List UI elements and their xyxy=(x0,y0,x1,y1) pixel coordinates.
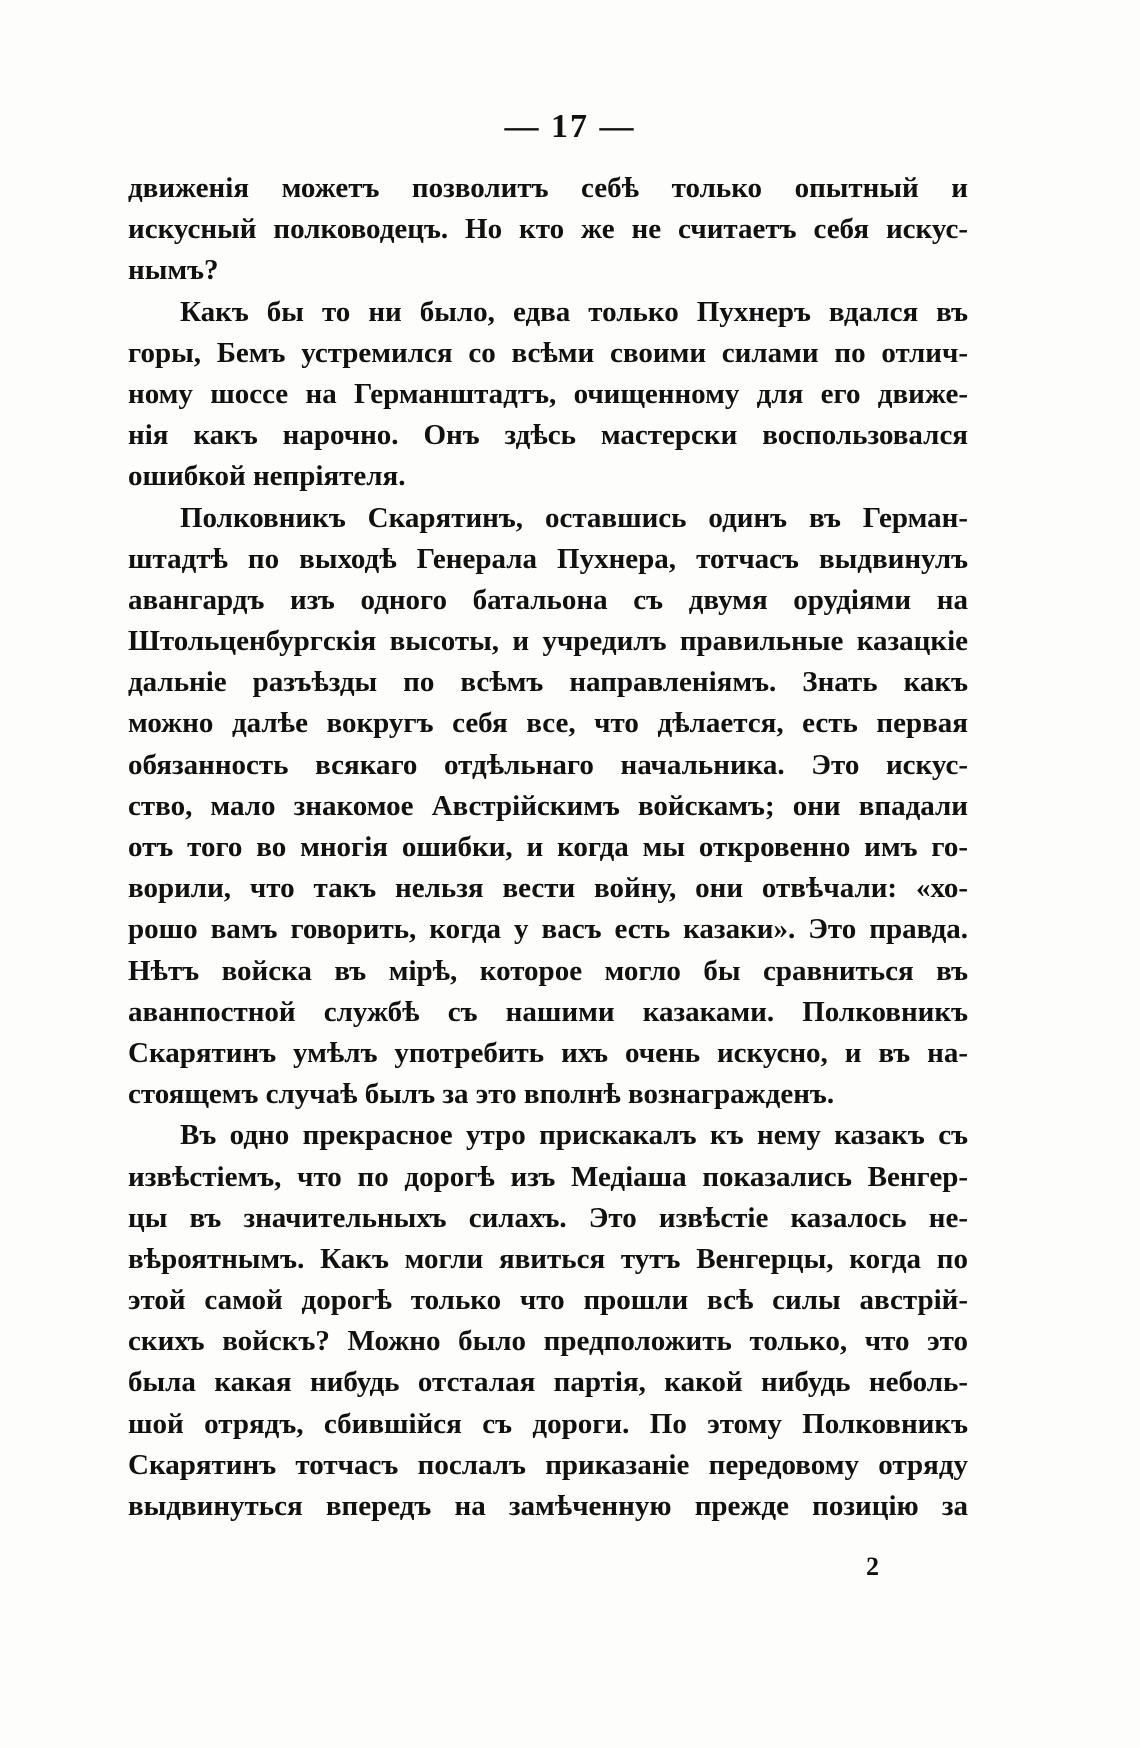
text-line: аванпостной службѣ съ нашими казаками. Полковникъ xyxy=(128,995,968,1028)
text-line: ство, мало знакомое Австрійскимъ войскамъ; они впадали xyxy=(128,789,968,822)
paragraph-1 xyxy=(128,168,968,292)
text-line: ошибкой непріятеля. xyxy=(128,460,406,493)
text-line: вѣроятнымъ. Какъ могли явиться тутъ Венгерцы, когда по xyxy=(128,1242,968,1275)
text-line: нія какъ нарочно. Онъ здѣсь мастерски воспользовался xyxy=(128,419,968,452)
text-line: обязанность всякаго отдѣльнаго начальника. Это искус- xyxy=(128,748,968,781)
text-line: была какая нибудь отсталая партія, какой нибудь неболь- xyxy=(128,1366,968,1399)
text-line: искусный полководецъ. Но кто же не считаетъ себя искус- xyxy=(128,213,968,246)
text-line: извѣстіемъ, что по дорогѣ изъ Медіаша показались Венгер- xyxy=(128,1160,968,1193)
text-line: Полковникъ Скарятинъ, оставшись одинъ въ Герман- xyxy=(180,501,968,534)
text-line: Въ одно прекрасное утро прискакалъ къ нему казакъ съ xyxy=(180,1119,968,1152)
text-line: цы въ значительныхъ силахъ. Это извѣстіе казалось не- xyxy=(128,1201,968,1234)
text-line: движенія можетъ позволитъ себѣ только опытный и xyxy=(128,172,968,204)
text-line: Штольценбургскія высоты, и учредилъ правильные казацкіе xyxy=(128,625,968,658)
text-line: скихъ войскъ? Можно было предположить только, что это xyxy=(128,1325,968,1358)
text-line: Скарятинъ тотчасъ послалъ приказаніе передовому отряду xyxy=(128,1448,968,1481)
text-line: отъ того во многія ошибки, и когда мы откровенно имъ го- xyxy=(128,831,968,863)
text-line: ному шоссе на Германштадтъ, очищенному для его движе- xyxy=(128,377,968,410)
text-line: шой отрядъ, сбившійся съ дороги. По этому Полковникъ xyxy=(128,1407,968,1440)
text-body xyxy=(128,168,968,1527)
text-line: Нѣтъ войска въ мірѣ, которое могло бы сравниться въ xyxy=(128,954,968,987)
text-line: штадтѣ по выходѣ Генерала Пухнера, тотчасъ выдвинулъ xyxy=(128,542,968,575)
text-line: нымъ? xyxy=(128,254,219,287)
text-line: можно далѣе вокругъ себя все, что дѣлается, есть первая xyxy=(128,707,968,740)
paragraph-4 xyxy=(128,1115,968,1527)
text-line: горы, Бемъ устремился со всѣми своими силами по отлич- xyxy=(128,336,968,369)
paragraph-2 xyxy=(128,292,968,498)
text-line: стоящемъ случаѣ былъ за это вполнѣ вознагражденъ. xyxy=(128,1078,835,1111)
text-line: рошо вамъ говорить, когда у васъ есть казаки». Это правда. xyxy=(128,913,968,946)
text-line: авангардъ изъ одного батальона съ двумя орудіями на xyxy=(128,583,968,616)
text-line: дальніе разъѣзды по всѣмъ направленіямъ. Знать какъ xyxy=(128,666,968,699)
text-line: выдвинуться впередъ на замѣченную прежде позицію за xyxy=(128,1490,968,1522)
text-line: Скарятинъ умѣлъ употребить ихъ очень искусно, и въ на- xyxy=(128,1036,968,1069)
text-line: Какъ бы то ни было, едва только Пухнеръ вдался въ xyxy=(180,295,968,328)
page-number: — 17 — xyxy=(504,108,636,145)
text-line: ворили, что такъ нельзя вести войну, они отвѣчали: «хо- xyxy=(128,872,968,905)
text-line: этой самой дорогѣ только что прошли всѣ силы австрій- xyxy=(128,1284,968,1317)
printer-signature-mark: 2 xyxy=(866,1552,879,1581)
paragraph-3 xyxy=(128,498,968,1116)
